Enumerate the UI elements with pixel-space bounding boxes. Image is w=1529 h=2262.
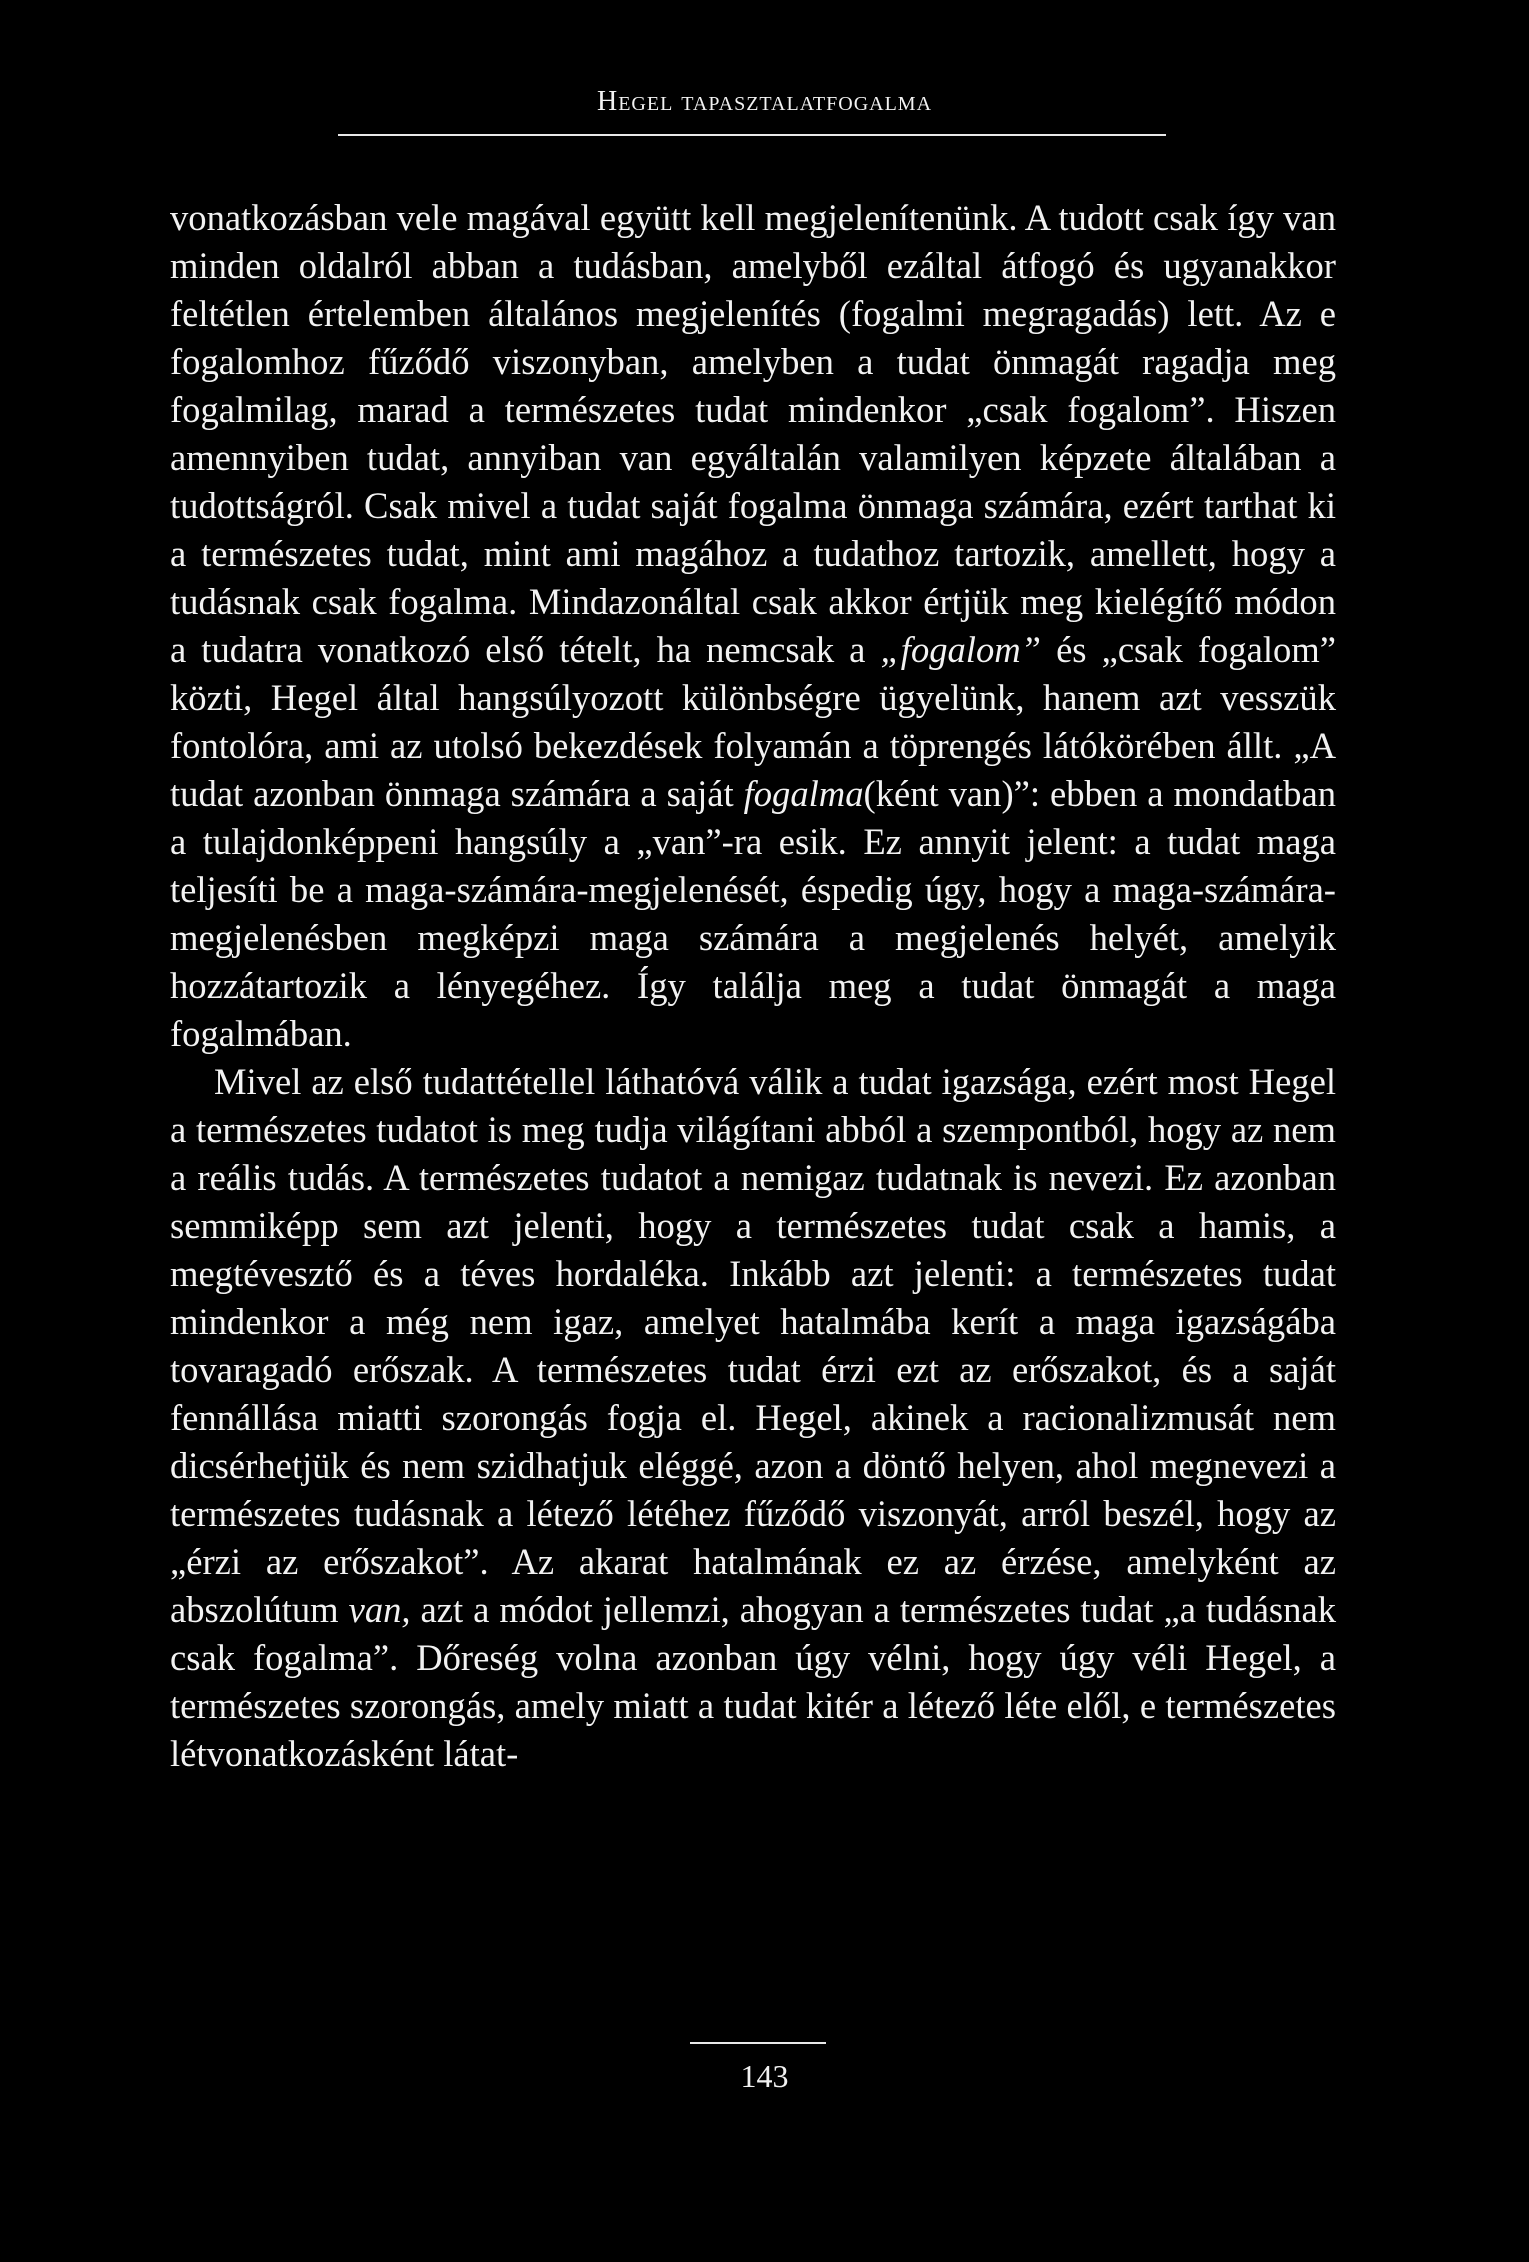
- paragraph-2-italic-van: van,: [348, 1589, 411, 1630]
- footer-rule: [690, 2042, 826, 2044]
- paragraph-2: [170, 1058, 1336, 1778]
- paragraph-1-text-b: és „csak fogalom” közti, Hegel által hangsúlyozott különbségre ügyelünk, hanem azt vesszük fontolóra, ami az utolsó bekezdések folyamán a töprengés látókörében állt. „A tudat azonban önmaga számára a saját: [170, 629, 1336, 814]
- page-number: 143: [740, 2058, 789, 2094]
- paragraph-1-italic-fogalom: „fogalom”: [880, 629, 1042, 670]
- paragraph-2-text-a: Mivel az első tudattétellel láthatóvá válik a tudat igazsága, ezért most Hegel a természetes tudatot is meg tudja világítani abból a szempontból, hogy az nem a reális tudás. A természetes tudatot a nemigaz tudatnak is nevezi. Ez azonban semmiképp sem azt jelenti, hogy a természetes tudat csak a hamis, a megtévesztő és a téves hordaléka. Inkább azt jelenti: a természetes tudat mindenkor a még nem igaz, amelyet hatalmába kerít a maga igazságába tovaragadó erőszak. A természetes tudat érzi ezt az erőszakot, és a saját fennállása miatti szorongás fogja el. Hegel, akinek a racionalizmusát nem dicsérhetjük és nem szidhatjuk eléggé, azon a döntő helyen, ahol megnevezi a természetes tudásnak a létező létéhez fűződő viszonyát, arról beszél, hogy az „érzi az erőszakot”. Az akarat hatalmának ez az érzése, amelyként az abszolútum: [170, 1061, 1336, 1630]
- paragraph-1-text-a: vonatkozásban vele magával együtt kell megjelenítenünk. A tudott csak így van minden oldalról abban a tudásban, amelyből ezáltal átfogó és ugyanakkor feltétlen értelemben általános megjelenítés (fogalmi megragadás) lett. Az e fogalomhoz fűződő viszonyban, amelyben a tudat önmagát ragadja meg fogalmilag, marad a természetes tudat mindenkor „csak fogalom”. Hiszen amennyiben tudat, annyiban van egyáltalán valamilyen képzete általában a tudottságról. Csak mivel a tudat saját fogalma önmaga számára, ezért tarthat ki a természetes tudat, mint ami magához a tudathoz tartozik, amellett, hogy a tudásnak csak fogalma. Mindazonáltal csak akkor értjük meg kielégítő módon a tudatra vonatkozó első tételt, ha nemcsak a: [170, 197, 1336, 670]
- paragraph-2-text-b: azt a módot jellemzi, ahogyan a természetes tudat „a tudásnak csak fogalma”. Dőreség volna azonban úgy vélni, hogy úgy véli Hegel, a természetes szorongás, amely miatt a tudat kitér a létező léte elől, e természetes létvonatkozásként látat-: [170, 1589, 1336, 1774]
- paragraph-1-text-c: (ként van)”: ebben a mondatban a tulajdonképpeni hangsúly a „van”-ra esik. Ez annyit jelent: a tudat maga teljesíti be a maga-számára-megjelenését, éspedig úgy, hogy a maga-számára-megjelenésben megképzi maga számára a megjelenés helyét, amelyik hozzátartozik a lényegéhez. Így találja meg a tudat önmagát a maga fogalmában.: [170, 773, 1336, 1054]
- paragraph-1: [170, 194, 1336, 1058]
- running-head: Hegel tapasztalatfogalma: [596, 86, 933, 117]
- paragraph-1-italic-fogalma: fogalma: [743, 773, 864, 814]
- body-text: [170, 194, 1336, 1778]
- header-rule: [338, 134, 1166, 136]
